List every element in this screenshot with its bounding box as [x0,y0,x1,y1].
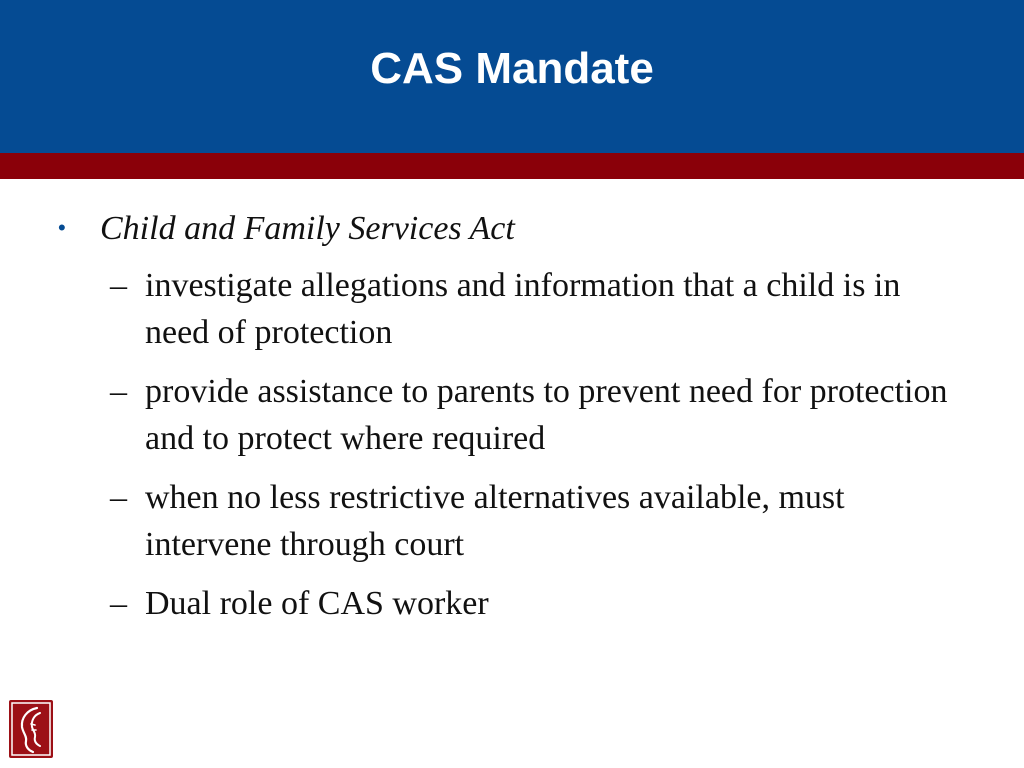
cas-faces-logo-icon [9,700,53,758]
bullet-text: Child and Family Services Act [100,210,515,247]
dash-marker: – [110,585,127,622]
dash-marker: – [110,373,127,410]
sub-bullet [110,474,970,568]
sub-bullet [110,262,970,356]
sub-bullet [110,580,970,627]
sub-bullet-text: Dual role of CAS worker [145,585,489,622]
dash-marker: – [110,479,127,516]
bullet-level1 [58,206,515,252]
bullet-dot-icon: • [58,215,66,240]
sub-bullet-list [110,262,970,639]
sub-bullet [110,368,970,462]
logo-graphic [9,700,53,758]
sub-bullet-text: when no less restrictive alternatives available, must intervene through court [145,479,845,563]
sub-bullet-text: investigate allegations and information that a child is in need of protection [145,267,901,351]
slide-title: CAS Mandate [370,43,654,93]
dash-marker: – [110,267,127,304]
sub-bullet-text: provide assistance to parents to prevent need for protection and to protect where required [145,373,948,457]
